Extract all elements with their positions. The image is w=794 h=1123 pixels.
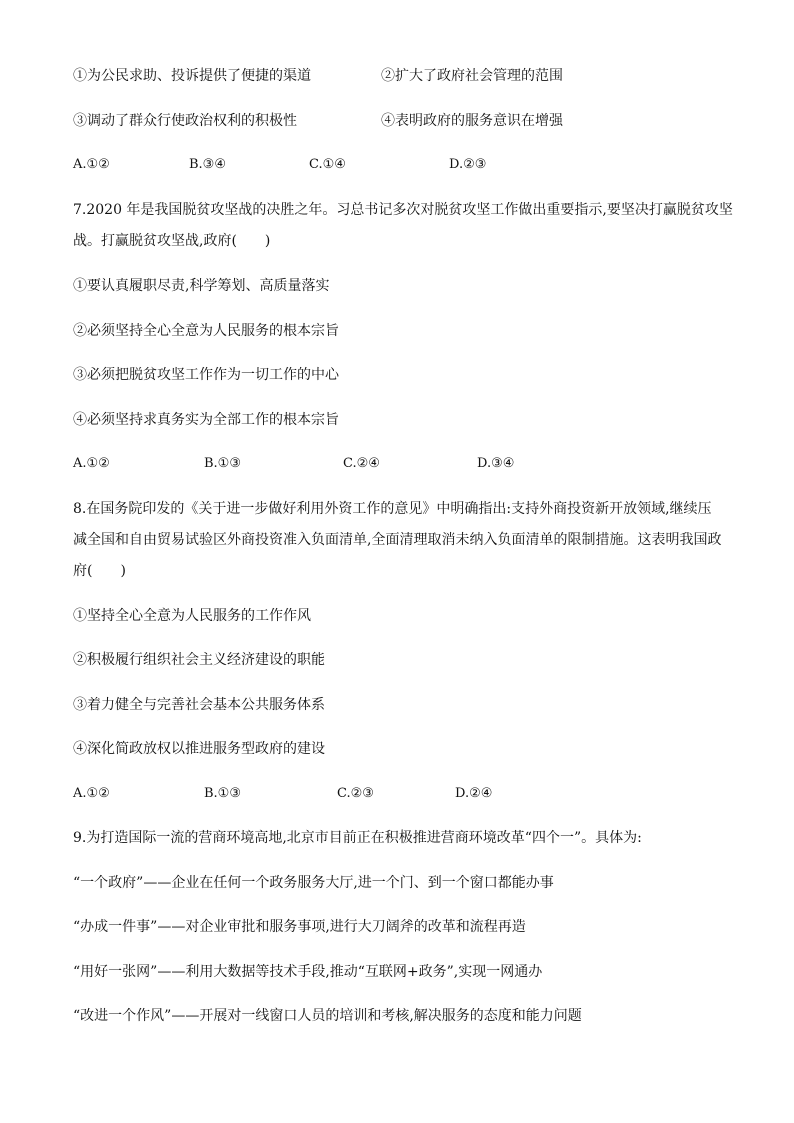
q7-stem-line-1: 7.2020 年是我国脱贫攻坚战的决胜之年。习总书记多次对脱贫攻坚工作做出重要指示,要坚决打赢脱贫攻坚 <box>73 202 733 218</box>
q7-statement-3: ③必须把脱贫攻坚工作作为一切工作的中心 <box>73 367 339 383</box>
q6-option-b: B.③④ <box>189 157 226 172</box>
q7-statement-4: ④必须坚持求真务实为全部工作的根本宗旨 <box>73 412 339 428</box>
q6-statement-3: ③调动了群众行使政治权利的积极性 <box>73 113 297 129</box>
q7-stem-line-2: 战。打赢脱贫攻坚战,政府( ) <box>73 233 271 249</box>
q7-option-c: C.②④ <box>343 456 380 471</box>
q8-statement-1: ①坚持全心全意为人民服务的工作作风 <box>73 608 311 624</box>
q8-stem-line-1: 8.在国务院印发的《关于进一步做好利用外资工作的意见》中明确指出:支持外商投资新开放领域,继续压 <box>73 501 712 517</box>
q7-option-d: D.③④ <box>477 456 515 471</box>
q8-option-a: A.①② <box>73 786 110 801</box>
q7-statement-1: ①要认真履职尽责,科学筹划、高质量落实 <box>73 278 330 294</box>
q6-option-c: C.①④ <box>309 157 346 172</box>
q6-statement-2: ②扩大了政府社会管理的范围 <box>381 68 563 84</box>
q8-stem-line-2: 减全国和自由贸易试验区外商投资准入负面清单,全面清理取消未纳入负面清单的限制措施。这表明我国政 <box>73 532 722 548</box>
q8-option-d: D.②④ <box>455 786 493 801</box>
q8-option-c: C.②③ <box>337 786 374 801</box>
q8-statement-3: ③着力健全与完善社会基本公共服务体系 <box>73 697 325 713</box>
q9-item-2: “办成一件事”——对企业审批和服务事项,进行大刀阔斧的改革和流程再造 <box>73 919 526 935</box>
q7-option-b: B.①③ <box>204 456 241 471</box>
q6-option-a: A.①② <box>73 157 110 172</box>
q9-item-3: “用好一张网”——利用大数据等技术手段,推动“互联网+政务”,实现一网通办 <box>73 964 543 980</box>
q7-statement-2: ②必须坚持全心全意为人民服务的根本宗旨 <box>73 323 339 339</box>
q8-stem-line-3: 府( ) <box>73 563 126 579</box>
q9-item-1: “一个政府”——企业在任何一个政务服务大厅,进一个门、到一个窗口都能办事 <box>73 875 554 891</box>
q8-statement-4: ④深化简政放权以推进服务型政府的建设 <box>73 741 325 757</box>
q6-statement-4: ④表明政府的服务意识在增强 <box>381 113 563 129</box>
q8-statement-2: ②积极履行组织社会主义经济建设的职能 <box>73 652 325 668</box>
q9-stem-line-1: 9.为打造国际一流的营商环境高地,北京市目前正在积极推进营商环境改革“四个一”。具体为: <box>73 830 642 846</box>
q8-option-b: B.①③ <box>204 786 241 801</box>
q7-option-a: A.①② <box>73 456 110 471</box>
q6-statement-1: ①为公民求助、投诉提供了便捷的渠道 <box>73 68 311 84</box>
q9-item-4: “改进一个作风”——开展对一线窗口人员的培训和考核,解决服务的态度和能力问题 <box>73 1008 582 1024</box>
q6-option-d: D.②③ <box>449 157 487 172</box>
